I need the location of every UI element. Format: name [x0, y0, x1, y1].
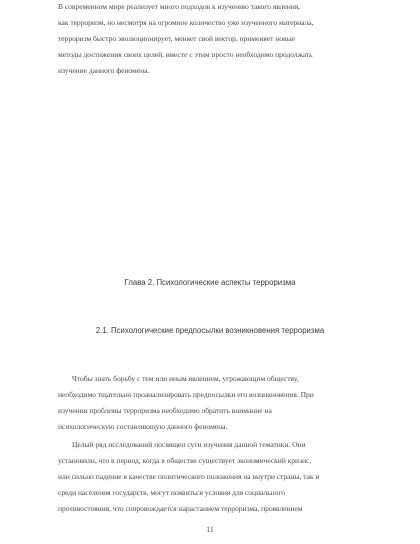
chapter-heading: Глава 2. Психологические аспекты терроризма	[124, 278, 296, 287]
paragraph-line: Целый ряд исследований посвящен сути изучения данной тематики. Они	[72, 440, 306, 449]
body-text-line: как терроризм, но несмотря на огромное количество уже изученного материала,	[58, 18, 314, 27]
paragraph-line: психологическую составляющую данного феномена.	[58, 422, 228, 431]
section-heading: 2.1. Психологические предпосылки возникновения терроризма	[95, 326, 325, 335]
body-text-line: методы достижения своих целей, вместе с этим просто необходимо продолжать	[58, 50, 313, 59]
body-text-line: терроризм быстро эволюционирует, меняет свой вектор, применяет новые	[58, 34, 295, 43]
paragraph-line: или сильно падение в качестве политического положения на внутри страны, так и	[58, 472, 320, 481]
paragraph-line: необходимо тщательно проанализировать предпосылки его возникновения. При	[58, 390, 314, 399]
paragraph-line: среди населения государств, могут появиться условия для социального	[58, 488, 286, 497]
paragraph-line: установили, что в период, когда в обществе существует экономический кризис,	[58, 456, 312, 465]
page-number: 11	[206, 525, 214, 534]
paragraph-line: Чтобы знать борьбу с тем или иным явлением, угрожающим обществу,	[72, 374, 299, 383]
paragraph-line: изучении проблемы терроризма необходимо обратить внимание на	[58, 406, 272, 415]
body-text-line: В современном мире реализует много подходов к изучению такого явления,	[58, 2, 301, 11]
body-text-line: изучение данного феномена.	[58, 66, 150, 75]
paragraph-line: противостояния, что сопровождается нарастанием терроризма, проявлением	[58, 504, 303, 513]
